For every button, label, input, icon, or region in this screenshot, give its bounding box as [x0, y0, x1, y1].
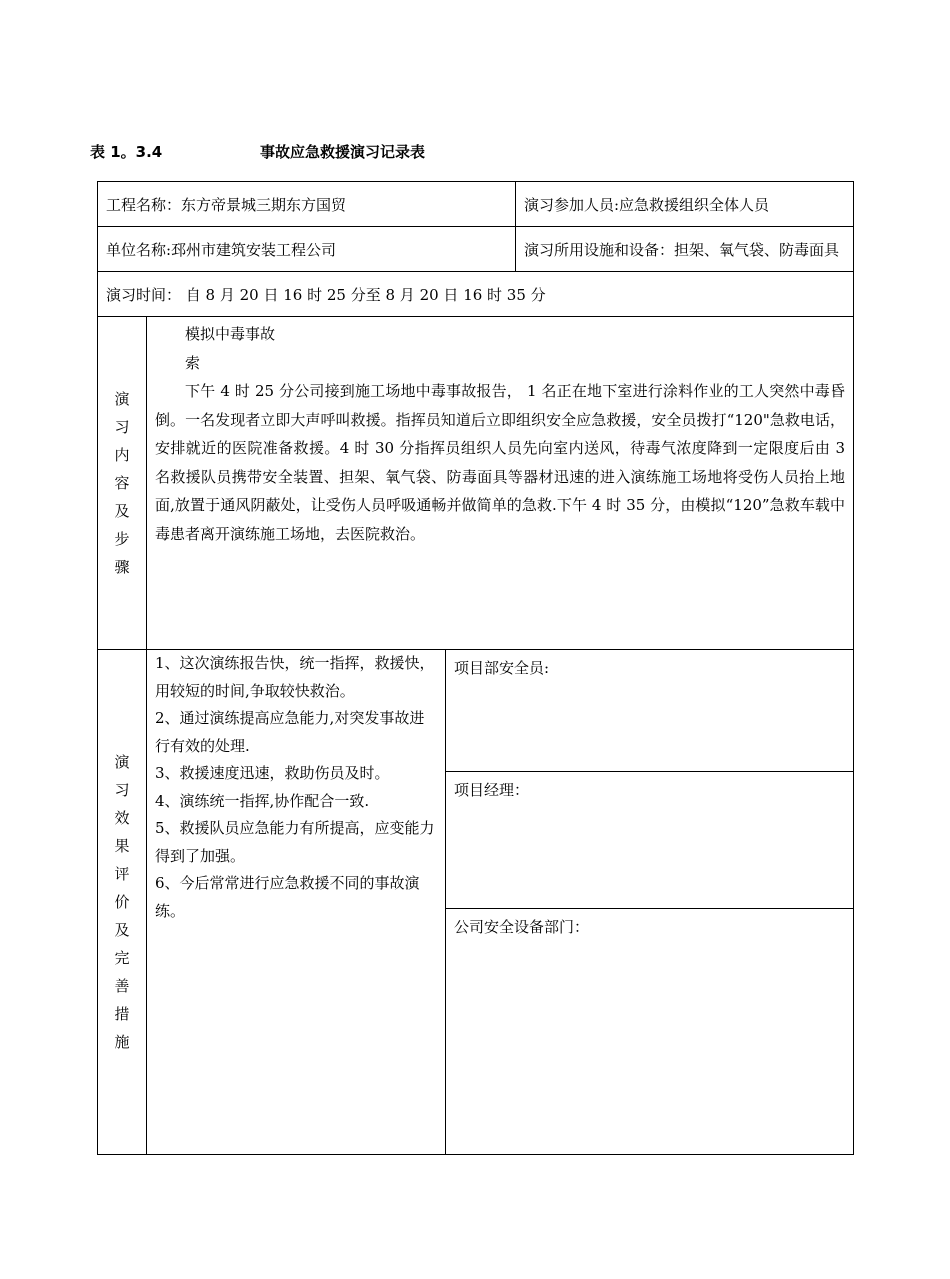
evaluation-list-cell: [147, 650, 446, 1155]
table-row: [98, 227, 854, 272]
project-name-cell: 工程名称：东方帝景城三期东方国贸: [98, 182, 516, 227]
content-line: 模拟中毒事故: [185, 325, 276, 343]
participants-cell: 演习参加人员:应急救援组织全体人员: [516, 182, 854, 227]
table-row: [98, 182, 854, 227]
evaluation-section-label: 演 习 效 果 评 价 及 完 善 措 施: [98, 650, 147, 1155]
document-title: 事故应急救援演习记录表: [260, 143, 426, 161]
list-item: 3、救援速度迅速，救助伤员及时。: [155, 764, 390, 782]
signature-label: 项目部安全员:: [454, 659, 550, 677]
equipment-cell: 演习所用设施和设备：担架、氧气袋、防毒面具: [516, 227, 854, 272]
company-dept-signature-cell: [446, 909, 854, 1155]
project-manager-signature-cell: [446, 772, 854, 909]
safety-officer-signature-cell: [446, 650, 854, 772]
signature-label: 公司安全设备部门：: [454, 918, 590, 936]
list-item: 4、演练统一指挥,协作配合一致.: [155, 791, 370, 810]
list-item: 6、今后常常进行应急救援不同的事故演练。: [155, 874, 420, 920]
content-section-label: 演 习 内 容 及 步 骤: [98, 317, 147, 650]
list-item: 5、救援队员应急能力有所提高，应变能力得到了加强。: [155, 819, 435, 865]
content-line: 索: [185, 353, 201, 372]
table-row: [98, 317, 854, 650]
table-row: [98, 650, 854, 772]
unit-name-cell: 单位名称:邳州市建筑安装工程公司: [98, 227, 516, 272]
table-number: 表 1。3.4: [90, 143, 163, 161]
table-row: [98, 272, 854, 317]
list-item: 1、这次演练报告快，统一指挥，救援快，用较短的时间,争取较快救治。: [155, 654, 435, 700]
drill-time-cell: 演习时间： 自 8 月 20 日 16 时 25 分至 8 月 20 日 16 时 35 分: [98, 272, 854, 317]
drill-record-table: [97, 181, 854, 1155]
drill-content-cell: [147, 317, 854, 650]
content-paragraph: 下午 4 时 25 分公司接到施工场地中毒事故报告， 1 名正在地下室进行涂料作业的工人突然中毒昏倒。一名发现者立即大声呼叫救援。指挥员知道后立即组织安全应急救援，安全员拨打“120"急救电话，安排就近的医院准备救援。4 时 30 分指挥员组织人员先向室内送风，待毒气浓度降到一定限度后由 3 名救援队员携带安全装置、担架、氧气袋、防毒面具等器材迅速的进入演练施工场地将受伤人员抬上地面,放置于通风阴蔽处，让受伤人员呼吸通畅并做简单的急救.下午 4 时 35 分，由模拟“120”急救车载中毒患者离开演练施工场地，去医院救治。: [155, 382, 845, 543]
signature-label: 项目经理：: [454, 781, 530, 799]
list-item: 2、通过演练提高应急能力,对突发事故进行有效的处理.: [155, 709, 425, 755]
